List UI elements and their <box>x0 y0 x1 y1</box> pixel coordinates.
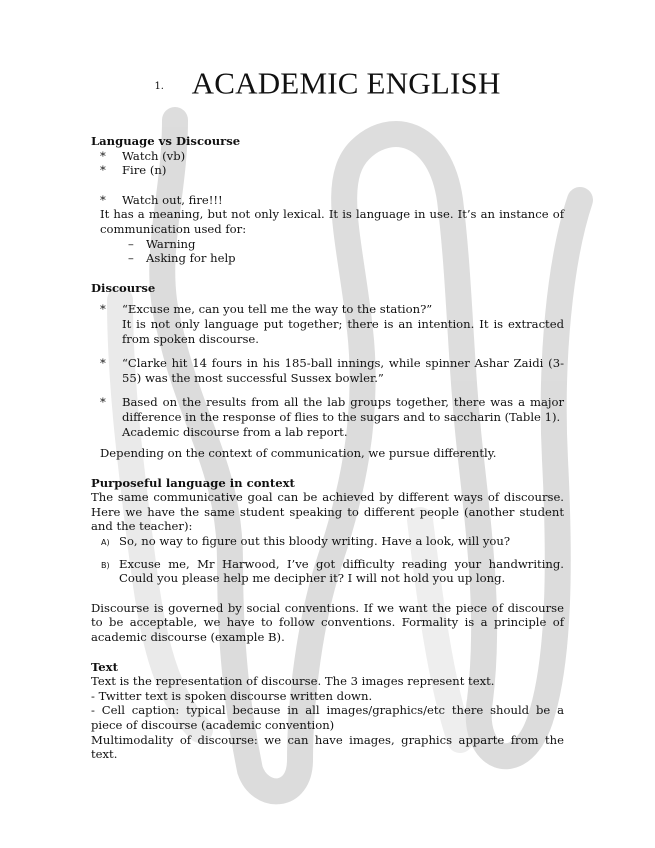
list-item: * Fire (n) <box>100 163 167 178</box>
list-marker: B) <box>101 560 110 570</box>
dash-icon: – <box>128 236 134 251</box>
text-line: - Cell caption: typical because in all images/graphics/etc there should be a piece of discourse (academic convention) <box>91 703 564 732</box>
text-line: Multimodality of discourse: we can have images, graphics apparte from the text. <box>91 732 564 762</box>
dash-icon: – <box>128 251 134 266</box>
title-number: 1. <box>154 80 164 92</box>
list-item: * Watch out, fire!!! <box>100 192 223 207</box>
list-item: A) So, no way to figure out this bloody writing. Have a look, will you? <box>91 534 564 549</box>
section-heading-language-vs-discourse: Language vs Discourse <box>91 134 241 148</box>
bullet-icon: * <box>100 163 106 178</box>
section-heading-text: Text <box>91 659 118 674</box>
bullet-icon: * <box>100 148 106 163</box>
bullet-icon: * <box>100 395 106 410</box>
list-item: – Asking for help <box>128 251 236 266</box>
word-list <box>91 149 564 178</box>
discourse-list <box>91 302 564 439</box>
paragraph: Depending on the context of communication, we pursue differently. <box>100 446 497 461</box>
section-heading-purposeful-language: Purposeful language in context <box>91 475 295 490</box>
bullet-icon: * <box>100 192 106 207</box>
bullet-icon: * <box>100 302 106 317</box>
example-list <box>91 193 564 208</box>
paragraph: Discourse is governed by social conventions. If we want the piece of discourse to be acceptable, we have to follow conventions. Formality is a principle of academic discourse (example B). <box>91 600 564 645</box>
list-item: – Warning <box>128 236 196 251</box>
paragraph: The same communicative goal can be achieved by different ways of discourse. Here we have the same student speaking to different people (another student and the teacher): <box>91 490 564 534</box>
section-heading-discourse: Discourse <box>91 280 156 295</box>
example-list <box>91 534 564 586</box>
list-item: B) Excuse me, Mr Harwood, I’ve got difficulty reading your handwriting. Could you please help me decipher it? I will not hold you up long. <box>101 556 564 586</box>
list-item: * “Excuse me, can you tell me the way to the station?” It is not only language put together; there is an intention. It is extracted from spoken discourse. <box>100 302 564 346</box>
list-item: * Watch (vb) <box>100 148 186 163</box>
page-title: ACADEMIC ENGLISH <box>191 65 501 101</box>
document-body <box>91 65 564 762</box>
bullet-icon: * <box>100 356 106 371</box>
list-marker: A) <box>101 538 110 548</box>
uses-list <box>91 237 564 266</box>
list-item: * “Clarke hit 14 fours in his 185-ball innings, while spinner Ashar Zaidi (3-55) was the most successful Sussex bowler.” <box>100 356 564 385</box>
text-line: Text is the representation of discourse. The 3 images represent text. <box>91 674 495 689</box>
list-item: * Based on the results from all the lab groups together, there was a major difference in the response of flies to the sugars and to saccharin (Table 1). Academic discourse from a lab report. <box>100 395 564 439</box>
title-row <box>91 65 564 112</box>
paragraph: It has a meaning, but not only lexical. It is language in use. It’s an instance of communication used for: <box>100 207 564 236</box>
text-line: - Twitter text is spoken discourse written down. <box>91 688 373 703</box>
